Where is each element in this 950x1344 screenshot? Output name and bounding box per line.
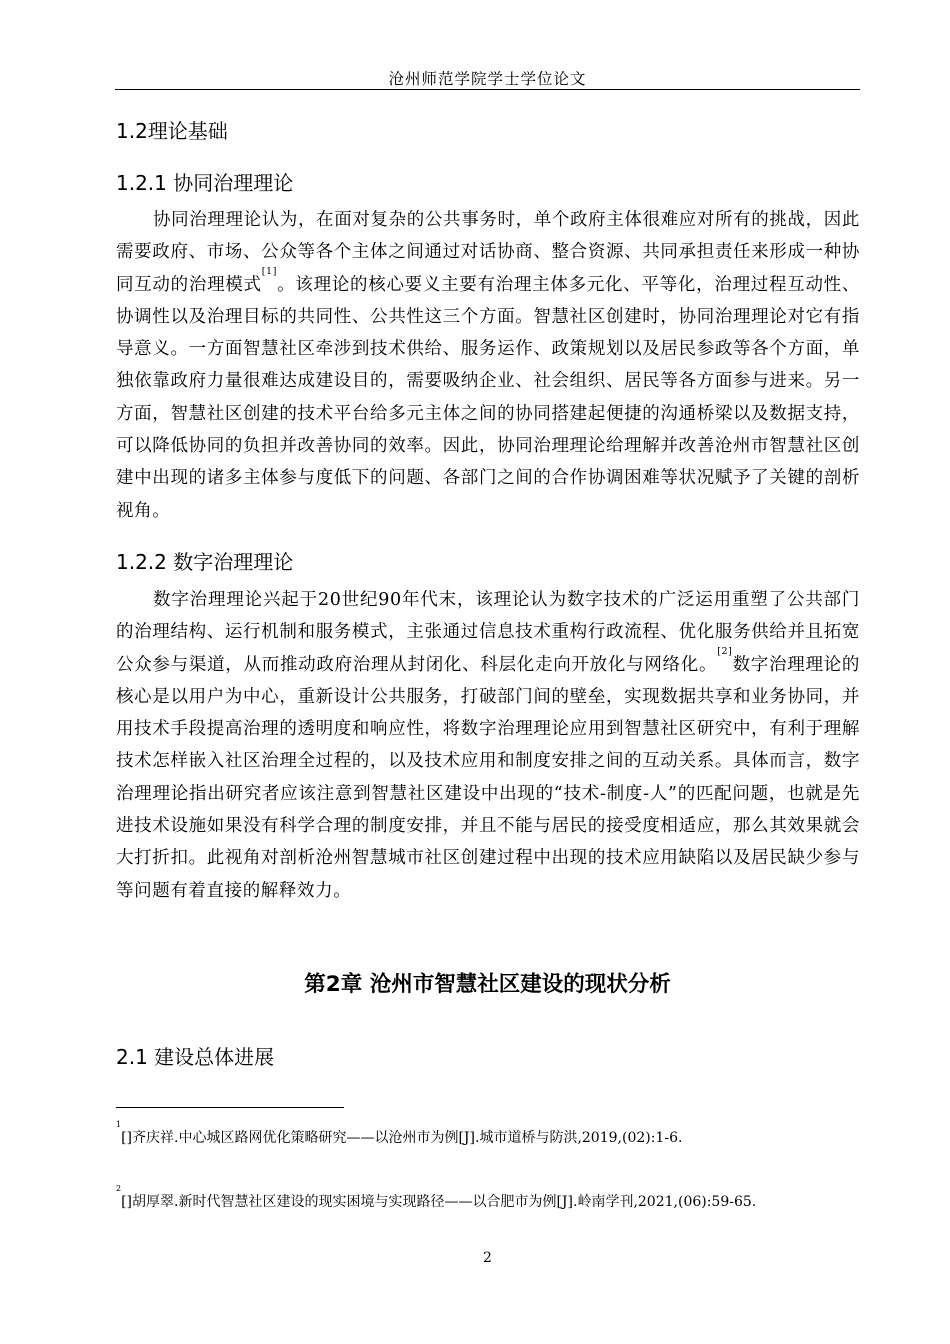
paragraph-digital-governance: [116, 584, 860, 907]
running-header: 沧州师范学院学士学位论文: [388, 70, 587, 88]
paragraph-text: 。该理论的核心要义主要有治理主体多元化、平等化，治理过程互动性、协调性以及治理目标的共同性、公共性这三个方面。智慧社区创建时，协同治理理论对它有指导意义。一方面智慧社区牵涉到技术供给、服务运作、政策规划以及居民参政等各个方面，单独依靠政府力量很难达成建设目的，需要吸纳企业、社会组织、居民等各方面参与进来。另一方面，智慧社区创建的技术平台给多元主体之间的协同搭建起便捷的沟通桥梁以及数据支持，可以降低协同的负担并改善协同的效率。因此，协同治理理论给理解并改善沧州市智慧社区创建中出现的诸多主体参与度低下的问题、各部门之间的合作协调困难等状况赋予了关键的剖析视角。: [116, 274, 860, 521]
chapter-title: 第2章 沧州市智慧社区建设的现状分析: [304, 972, 671, 997]
footnote-mark: 2: [116, 1184, 122, 1193]
citation-ref-1: [1]: [261, 265, 278, 277]
footnote-mark: 1: [116, 1120, 122, 1129]
section-heading-1-2-2: 1.2.2 数字治理理论: [116, 550, 294, 574]
header-rule: [115, 89, 860, 90]
section-heading-1-2-1: 1.2.1 协同治理理论: [116, 171, 294, 195]
footnote-2: [116, 1186, 860, 1218]
paragraph-text: 协同治理理论认为，在面对复杂的公共事务时，单个政府主体很难应对所有的挑战，因此需要政府、市场、公众等各个主体之间通过对话协商、整合资源、共同承担责任来形成一种协同互动的治理模式: [116, 210, 860, 295]
citation-ref-2: [2]: [717, 645, 733, 657]
section-heading-1-2: 1.2理论基础: [116, 119, 228, 143]
paragraph-text: 数字治理理论兴起于20世纪90年代末，该理论认为数字技术的广泛运用重塑了公共部门的治理结构、运行机制和服务模式，主张通过信息技术重构行政流程、优化服务供给并且拓宽公众参与渠道，从而推动政府治理从封闭化、科层化走向开放化与网络化。: [116, 590, 860, 675]
section-heading-2-1: 2.1 建设总体进展: [116, 1045, 275, 1069]
footnote-text: []胡厚翠.新时代智慧社区建设的现实困境与实现路径——以合肥市为例[J].岭南学刊,2021,(06):59-65.: [121, 1194, 757, 1210]
page-number: 2: [483, 1250, 492, 1266]
footnote-text: []齐庆祥.中心城区路网优化策略研究——以沧州市为例[J].城市道桥与防洪,2019,(02):1-6.: [121, 1130, 683, 1146]
paragraph-collaborative-governance: [116, 204, 860, 527]
footnote-1: [116, 1122, 860, 1154]
footnote-rule: [116, 1107, 344, 1108]
paragraph-text: 数字治理理论的核心是以用户为中心，重新设计公共服务，打破部门间的壁垒，实现数据共享和业务协同，并用技术手段提高治理的透明度和响应性，将数字治理理论应用到智慧社区研究中，有利于理解技术怎样嵌入社区治理全过程的，以及技术应用和制度安排之间的互动关系。具体而言，数字治理理论指出研究者应该注意到智慧社区建设中出现的“技术-制度-人”的匹配问题，也就是先进技术设施如果没有科学合理的制度安排，并且不能与居民的接受度相适应，那么其效果就会大打折扣。此视角对剖析沧州智慧城市社区创建过程中出现的技术应用缺陷以及居民缺少参与等问题有着直接的解释效力。: [116, 654, 860, 901]
